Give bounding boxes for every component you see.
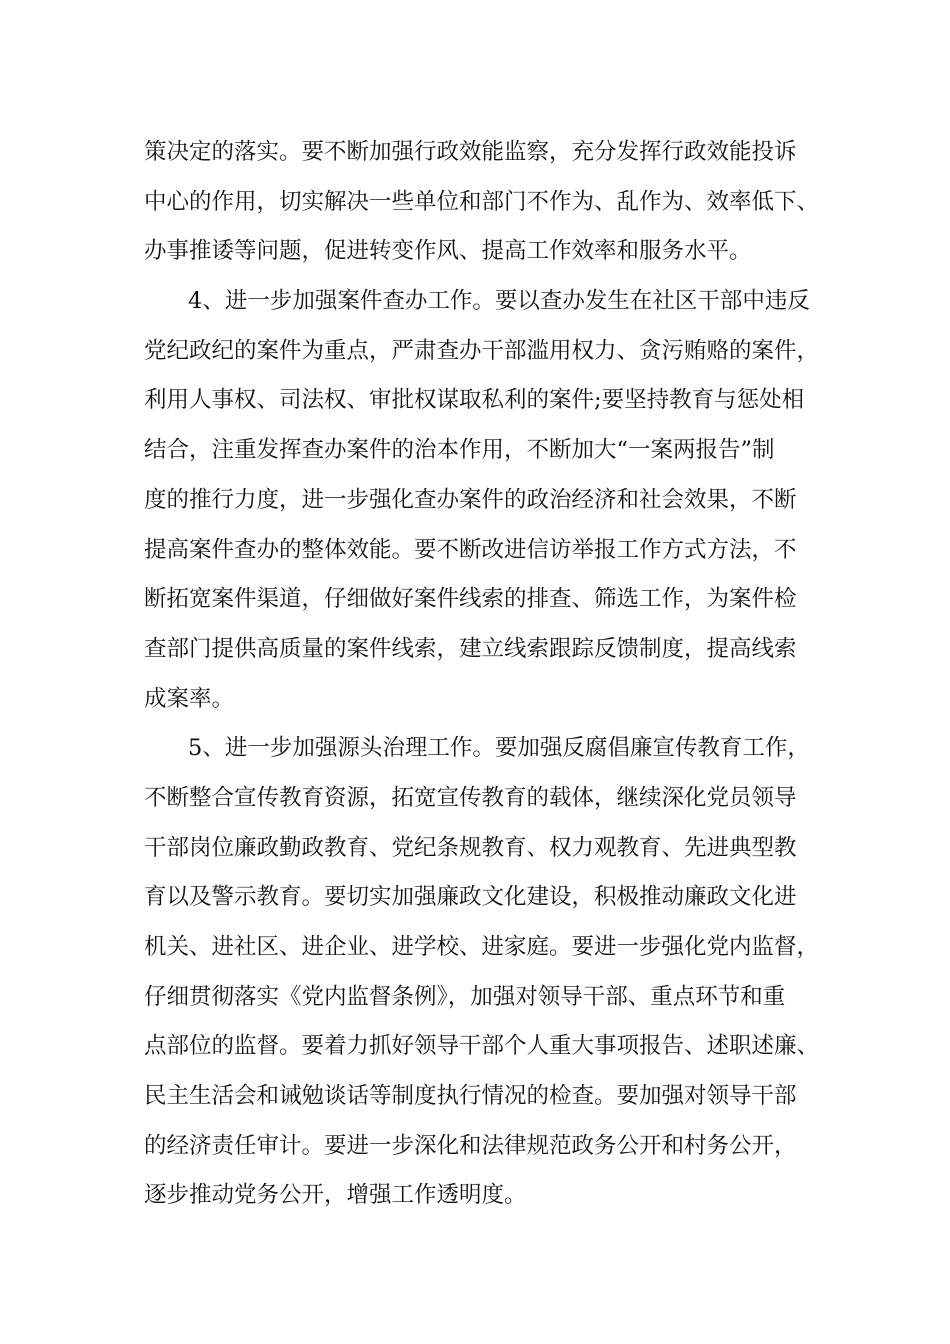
text-line: 策决定的落实。要不断加强行政效能监察，充分发挥行政效能投诉 (144, 139, 797, 165)
text-line: 民主生活会和诫勉谈话等制度执行情况的检查。要加强对领导干部 (144, 1083, 797, 1110)
text-line: 中心的作用，切实解决一些单位和部门不作为、乱作为、效率低下、 (144, 188, 820, 215)
text-line: 结合，注重发挥查办案件的治本作用，不断加大“一案两报告”制 (144, 437, 775, 464)
text-line: 5、进一步加强源头治理工作。要加强反腐倡廉宣传教育工作， (188, 735, 810, 762)
text-line: 的经济责任审计。要进一步深化和法律规范政务公开和村务公开， (144, 1132, 797, 1159)
paragraph (144, 128, 824, 277)
text-line: 党纪政纪的案件为重点，严肃查办干部滥用权力、贪污贿赂的案件， (144, 337, 820, 364)
text-line: 仔细贯彻落实《党内监督条例》，加强对领导干部、重点环节和重 (144, 983, 786, 1010)
text-line: 逐步推动党务公开，增强工作透明度。 (144, 1182, 527, 1209)
document-body (144, 128, 824, 1221)
text-line: 度的推行力度，进一步强化查办案件的政治经济和社会效果，不断 (144, 486, 797, 513)
text-line: 干部岗位廉政勤政教育、党纪条规教育、权力观教育、先进典型教 (144, 834, 797, 861)
text-line: 4、进一步加强案件查办工作。要以查办发生在社区干部中违反 (188, 288, 810, 315)
text-line: 机关、进社区、进企业、进学校、进家庭。要进一步强化党内监督， (144, 934, 820, 960)
text-line: 育以及警示教育。要切实加强廉政文化建设，积极推动廉政文化进 (144, 884, 797, 911)
text-line: 不断整合宣传教育资源，拓宽宣传教育的载体，继续深化党员领导 (144, 784, 797, 811)
text-line: 成案率。 (144, 685, 235, 712)
paragraph (144, 277, 824, 724)
text-line: 办事推诿等问题，促进转变作风、提高工作效率和服务水平。 (144, 238, 752, 265)
text-line: 提高案件查办的整体效能。要不断改进信访举报工作方式方法，不 (144, 536, 797, 563)
paragraph (144, 724, 824, 1221)
text-line: 利用人事权、司法权、审批权谋取私利的案件;要坚持教育与惩处相 (144, 387, 805, 414)
text-line: 点部位的监督。要着力抓好领导干部个人重大事项报告、述职述廉、 (144, 1033, 820, 1060)
text-line: 断拓宽案件渠道，仔细做好案件线索的排查、筛选工作，为案件检 (144, 586, 797, 613)
text-line: 查部门提供高质量的案件线索，建立线索跟踪反馈制度，提高线索 (144, 635, 797, 662)
